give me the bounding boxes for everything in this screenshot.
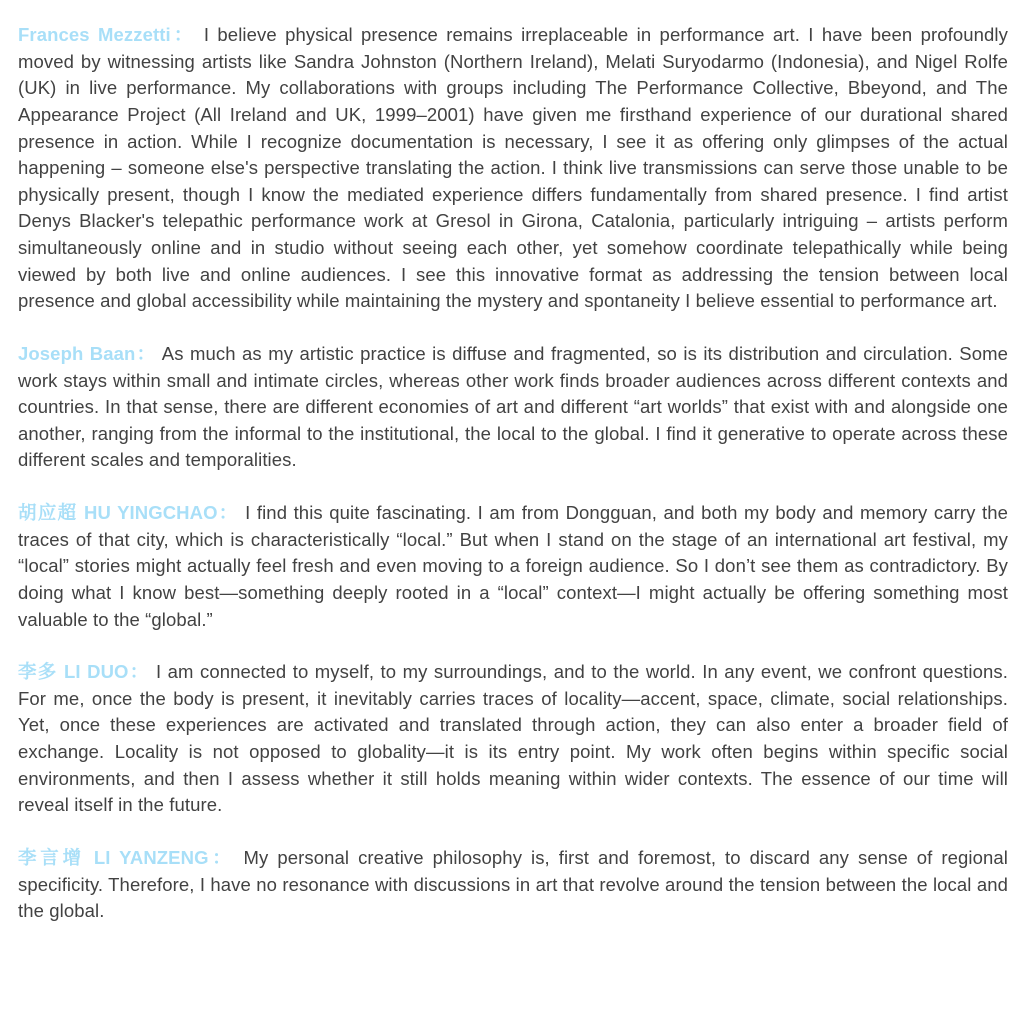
dialogue-text: My personal creative philosophy is, first and foremost, to discard any sense of regional specificity. Therefore, I have no resonance with discussions in art that revolve around the tension between the local and the global. — [18, 846, 1008, 922]
dialogue-text: As much as my artistic practice is diffuse and fragmented, so is its distribution and circulation. Some work stays within small and intimate circles, whereas other work finds broader audiences across different contexts and countries. In that sense, there are different economies of art and different “art worlds” that exist with and alongside one another, ranging from the informal to the institutional, the local to the global. I find it generative to operate across these different scales and temporalities. — [18, 342, 1008, 471]
speaker-name: 李多 LI DUO： — [18, 661, 150, 683]
dialogue-text: I believe physical presence remains irreplaceable in performance art. I have been profoundly moved by witnessing artists like Sandra Johnston (Northern Ireland), Melati Suryodarmo (Indonesia), and Nigel Rolfe (UK) in live performance. My collaborations with groups including The Performance Collective, Bbeyond, and The Appearance Project (All Ireland and UK, 1999–2001) have given me firsthand experience of our durational shared presence in action. While I recognize documentation is necessary, I see it as offering only glimpses of the actual happening – someone else's perspective translating the action. I think live transmissions can serve those unable to be physically present, though I know the mediated experience differs fundamentally from shared presence. I find artist Denys Blacker's telepathic performance work at Gresol in Girona, Catalonia, particularly intriguing – artists perform simultaneously online and in studio without seeing each other, yet somehow coordinate telepathically while being viewed by both live and online audiences. I see this innovative format as addressing the tension between local presence and global accessibility while maintaining the mystery and spontaneity I believe essential to performance art. — [18, 24, 1008, 312]
speaker-name: Joseph Baan： — [18, 342, 157, 364]
dialogue-paragraph — [18, 341, 1008, 474]
dialogue-paragraph — [18, 659, 1008, 819]
dialogue-text: I am connected to myself, to my surroundings, and to the world. In any event, we confront questions. For me, once the body is present, it inevitably carries traces of locality—accent, space, climate, social relationships. Yet, once these experiences are activated and translated through action, they can also enter a broader field of exchange. Locality is not opposed to globality—it is its entry point. My work often begins within specific social environments, and then I assess whether it still holds meaning within wider contexts. The essence of our time will reveal itself in the future. — [18, 661, 1008, 816]
speaker-name: 胡应超 HU YINGCHAO： — [18, 502, 239, 523]
dialogue-paragraph — [18, 500, 1008, 633]
speaker-name: Frances Mezzetti： — [18, 24, 196, 45]
dialogue-paragraph — [18, 22, 1008, 315]
speaker-name: 李言增 LI YANZENG： — [18, 846, 235, 868]
dialogue-paragraph — [18, 845, 1008, 925]
dialogue-text: I find this quite fascinating. I am from Dongguan, and both my body and memory carry the traces of that city, which is characteristically “local.” But when I stand on the stage of an international art festival, my “local” stories might actually feel fresh and even moving to a foreign audience. So I don’t see them as contradictory. By doing what I know best—something deeply rooted in a “local” context—I might actually be offering something most valuable to the “global.” — [18, 502, 1008, 630]
